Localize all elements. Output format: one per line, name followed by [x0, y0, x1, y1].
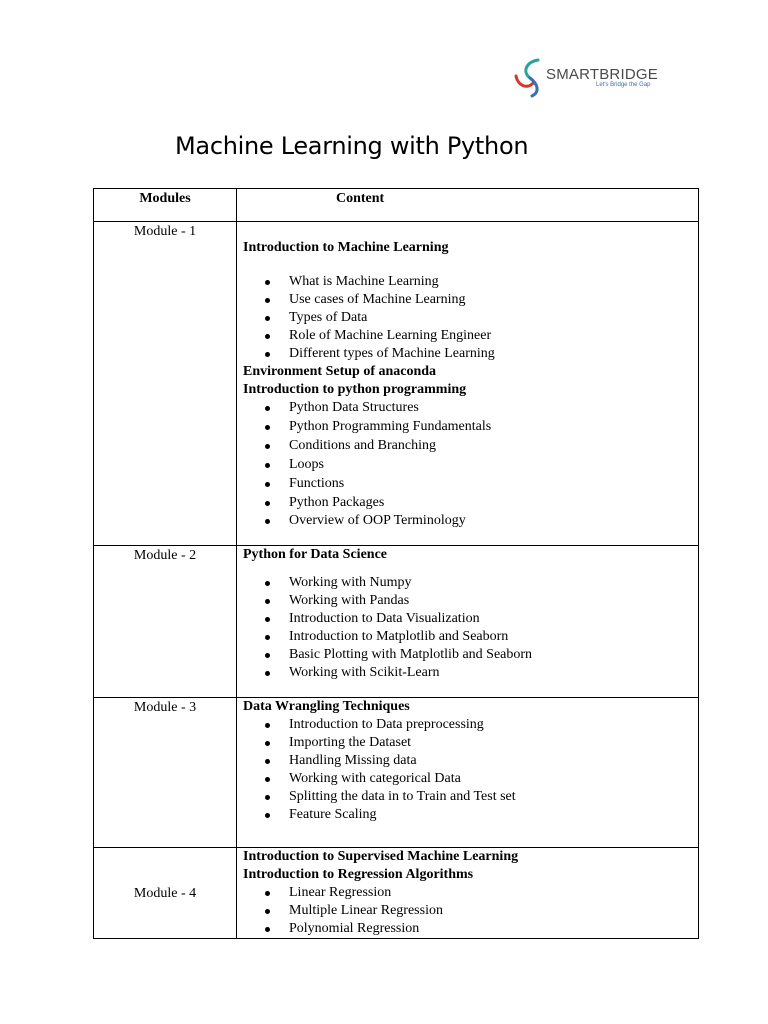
list-item: Basic Plotting with Matplotlib and Seaborn	[243, 646, 698, 664]
module-2-row	[94, 546, 699, 698]
list-item: Role of Machine Learning Engineer	[243, 327, 698, 345]
list-item: Working with Pandas	[243, 592, 698, 610]
list-item: Polynomial Regression	[243, 920, 698, 938]
module-1-list-ml	[243, 273, 698, 363]
module-4-heading-regression: Introduction to Regression Algorithms	[243, 867, 474, 882]
header-content: Content	[237, 189, 699, 222]
list-item: Introduction to Matplotlib and Seaborn	[243, 628, 698, 646]
list-item: Overview of OOP Terminology	[243, 512, 698, 530]
module-3-content	[237, 698, 699, 848]
list-item: Working with Scikit-Learn	[243, 664, 698, 682]
module-4-label: Module - 4	[94, 848, 237, 939]
list-item: Introduction to Data Visualization	[243, 610, 698, 628]
module-4-heading-supervised: Introduction to Supervised Machine Learning	[243, 849, 519, 864]
list-item: Conditions and Branching	[243, 437, 698, 455]
list-item: Feature Scaling	[243, 806, 698, 824]
list-item: Loops	[243, 456, 698, 474]
header-modules: Modules	[94, 189, 237, 222]
smartbridge-swirl-icon	[512, 56, 546, 100]
module-4-list	[243, 884, 698, 938]
logo-tagline: Let's Bridge the Gap	[596, 82, 651, 88]
module-1-heading-python: Introduction to python programming	[243, 382, 467, 397]
list-item: Types of Data	[243, 309, 698, 327]
module-4-row	[94, 848, 699, 939]
module-3-label: Module - 3	[94, 698, 237, 848]
module-1-row	[94, 222, 699, 546]
list-item: Splitting the data in to Train and Test set	[243, 788, 698, 806]
page-title: Machine Learning with Python	[175, 132, 529, 160]
logo-name: SMARTBRIDGE	[546, 66, 658, 83]
list-item: Use cases of Machine Learning	[243, 291, 698, 309]
module-1-label: Module - 1	[94, 222, 237, 546]
list-item: Introduction to Data preprocessing	[243, 716, 698, 734]
smartbridge-logo	[512, 56, 672, 100]
module-1-list-python	[243, 399, 698, 530]
list-item: Different types of Machine Learning	[243, 345, 698, 363]
list-item: Handling Missing data	[243, 752, 698, 770]
module-2-list	[243, 574, 698, 682]
module-2-label: Module - 2	[94, 546, 237, 698]
list-item: Functions	[243, 475, 698, 493]
module-2-heading: Python for Data Science	[243, 547, 387, 562]
module-3-list	[243, 716, 698, 824]
module-3-heading: Data Wrangling Techniques	[243, 699, 410, 714]
syllabus-table	[93, 188, 699, 939]
module-1-heading-ml-intro: Introduction to Machine Learning	[243, 240, 449, 255]
module-1-content	[237, 222, 699, 546]
list-item: Python Data Structures	[243, 399, 698, 417]
module-4-content	[237, 848, 699, 939]
list-item: Linear Regression	[243, 884, 698, 902]
list-item: Multiple Linear Regression	[243, 902, 698, 920]
module-2-content	[237, 546, 699, 698]
module-3-row	[94, 698, 699, 848]
table-header-row	[94, 189, 699, 222]
list-item: Python Packages	[243, 494, 698, 512]
list-item: Python Programming Fundamentals	[243, 418, 698, 436]
module-1-heading-anaconda: Environment Setup of anaconda	[243, 364, 437, 379]
list-item: Working with categorical Data	[243, 770, 698, 788]
list-item: Working with Numpy	[243, 574, 698, 592]
list-item: Importing the Dataset	[243, 734, 698, 752]
list-item: What is Machine Learning	[243, 273, 698, 291]
